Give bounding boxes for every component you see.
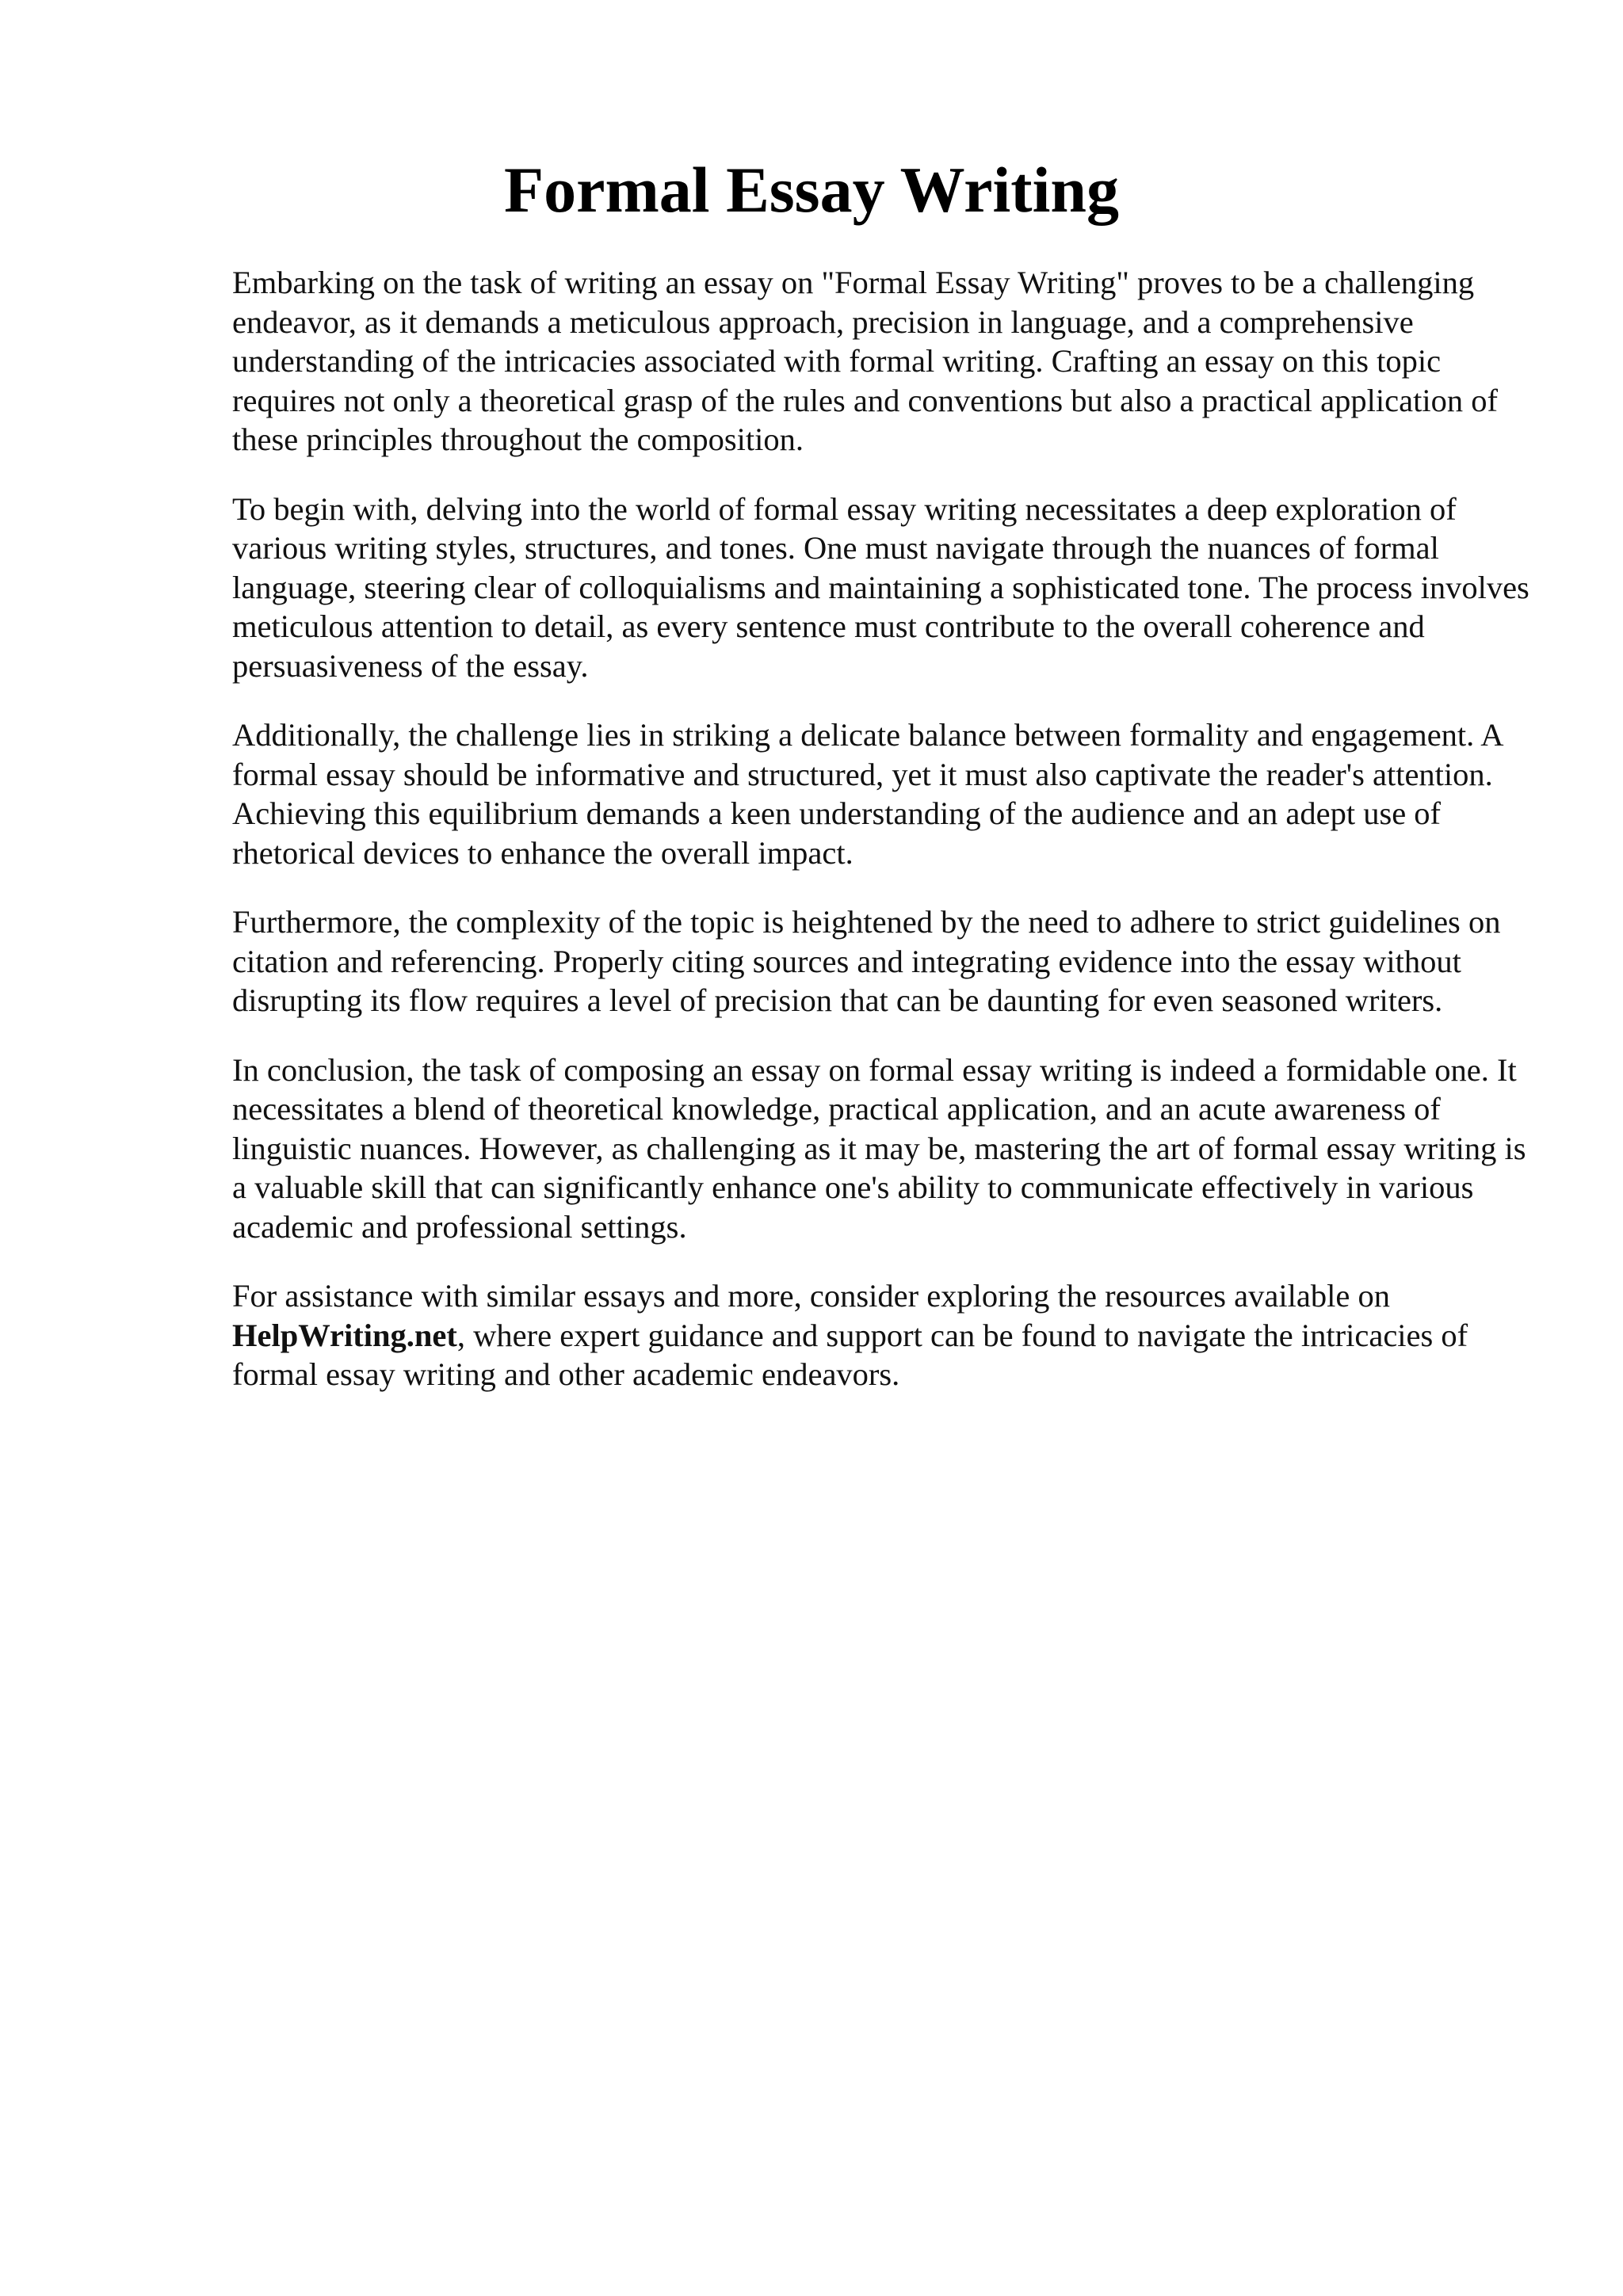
helpwriting-link[interactable]: HelpWriting.net — [232, 1317, 457, 1353]
essay-body — [232, 263, 1548, 1425]
closing-text-before: For assistance with similar essays and more, consider exploring the resources available on — [232, 1278, 1390, 1314]
paragraph-intro: Embarking on the task of writing an essay on "Formal Essay Writing" proves to be a challenging endeavor, as it demands a meticulous approach, precision in language, and a comprehensive understanding of the intricacies associated with formal writing. Crafting an essay on this topic requires not only a theoretical grasp of the rules and conventions but also a practical application of these principles throughout the composition. — [232, 265, 1498, 457]
paragraph-citation: Furthermore, the complexity of the topic is heightened by the need to adhere to strict guidelines on citation and referencing. Properly citing sources and integrating evidence into the essay without disrupting its flow requires a level of precision that can be daunting for even seasoned writers. — [232, 904, 1501, 1018]
page-title: Formal Essay Writing — [504, 154, 1119, 226]
closing-text-after: , where expert guidance and support can be found to navigate the intricacies of formal essay writing and other academic endeavors. — [232, 1317, 1468, 1392]
paragraph-balance: Additionally, the challenge lies in striking a delicate balance between formality and engagement. A formal essay should be informative and structured, yet it must also captivate the reader's attention. Achieving this equilibrium demands a keen understanding of the audience and an adept use of rhetorical devices to enhance the overall impact. — [232, 717, 1503, 871]
paragraph-closing — [232, 1276, 1548, 1394]
paragraph-conclusion: In conclusion, the task of composing an essay on formal essay writing is indeed a formidable one. It necessitates a blend of theoretical knowledge, practical application, and an acute awareness of linguistic nuances. However, as challenging as it may be, mastering the art of formal essay writing is a valuable skill that can significantly enhance one's ability to communicate effectively in various academic and professional settings. — [232, 1051, 1526, 1245]
paragraph-styles: To begin with, delving into the world of formal essay writing necessitates a deep exploration of various writing styles, structures, and tones. One must navigate through the nuances of formal language, steering clear of colloquialisms and maintaining a sophisticated tone. The process involves meticulous attention to detail, as every sentence must contribute to the overall coherence and persuasiveness of the essay. — [232, 490, 1529, 684]
